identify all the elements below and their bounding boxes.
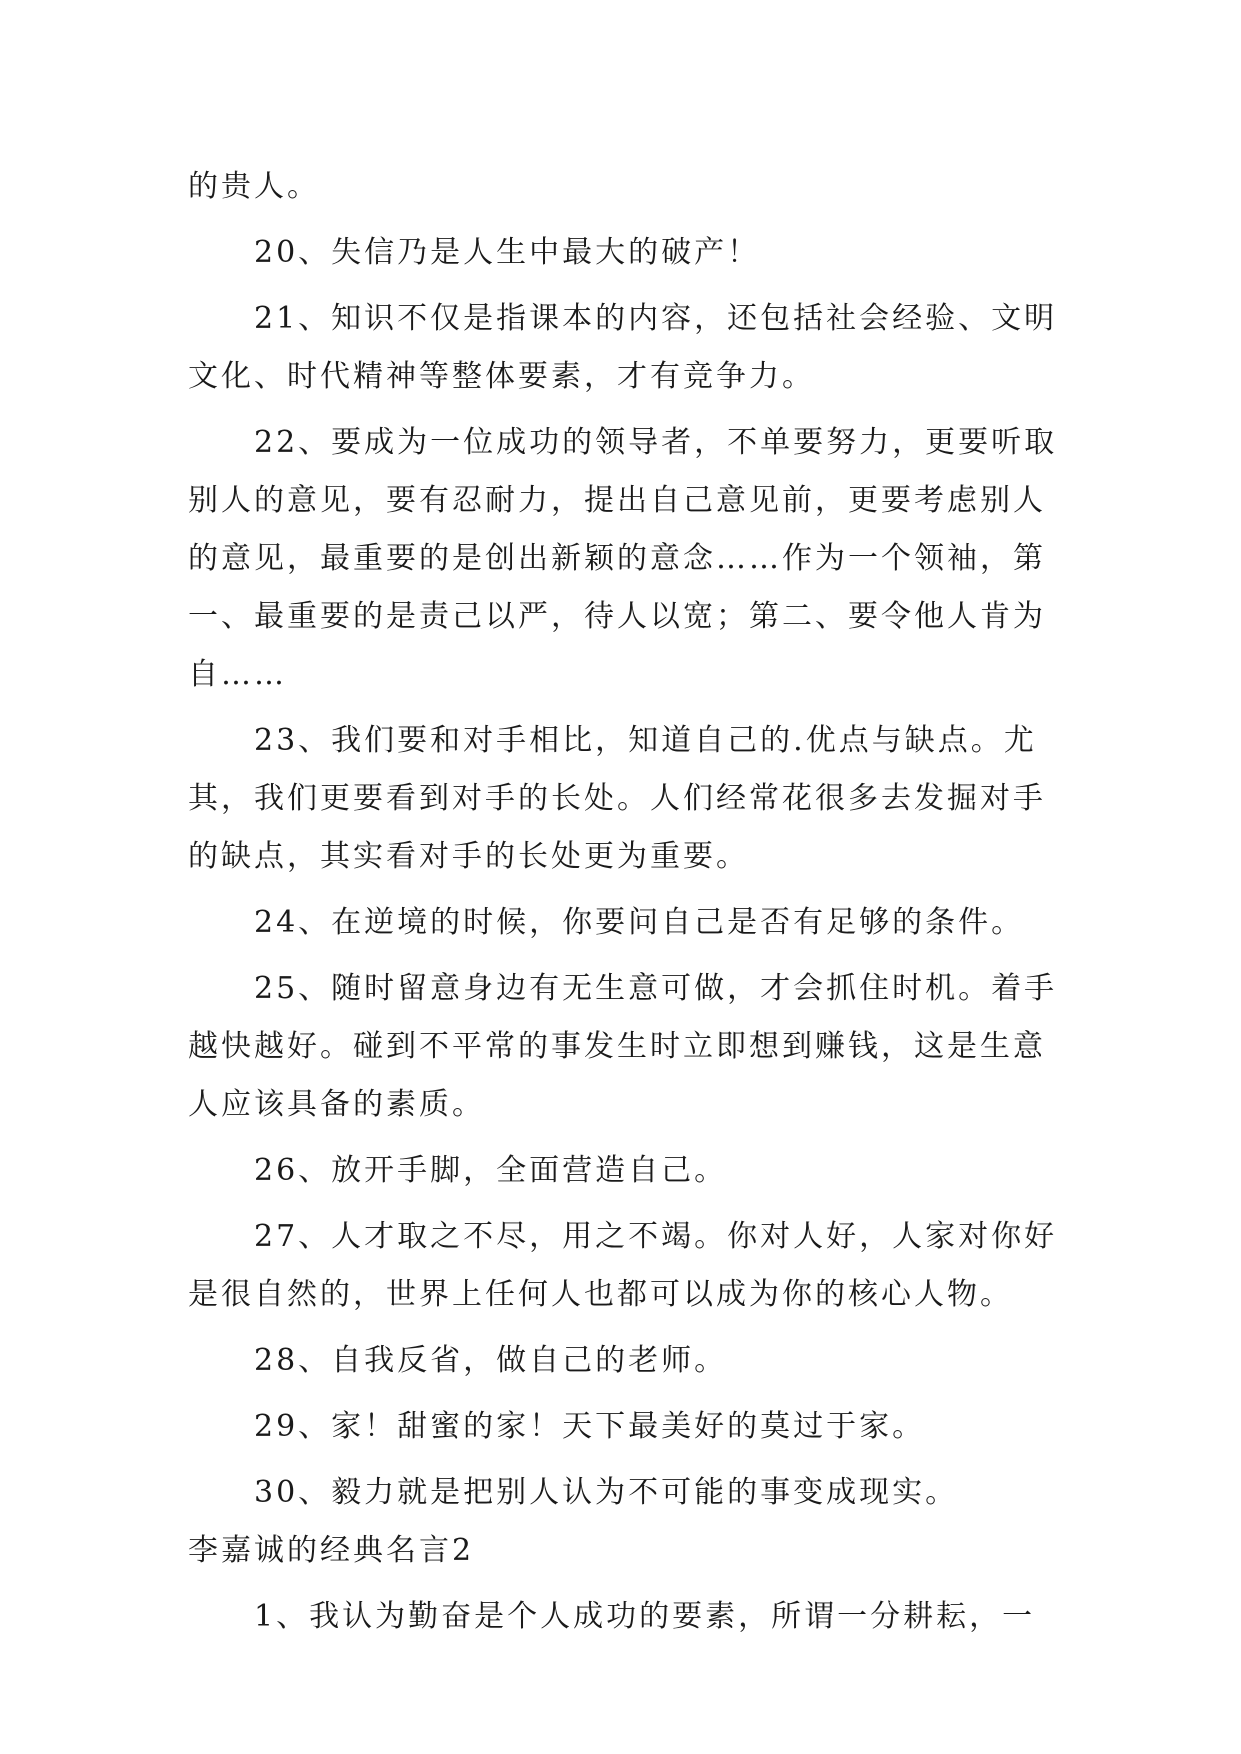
paragraph: 24、在逆境的时候，你要问自己是否有足够的条件。 (254, 905, 1025, 940)
paragraph: 23、我们要和对手相比，知道自己的.优点与缺点。尤其，我们更要看到对手的长处。人们经常花很多去发掘对手的缺点，其实看对手的长处更为重要。 (188, 723, 1046, 874)
paragraph: 26、放开手脚，全面营造自己。 (254, 1153, 728, 1188)
paragraph: 25、随时留意身边有无生意可做，才会抓住时机。着手越快越好。碰到不平常的事发生时立即想到赚钱，这是生意人应该具备的素质。 (188, 971, 1058, 1122)
paragraph: 27、人才取之不尽，用之不竭。你对人好，人家对你好是很自然的，世界上任何人也都可以成为你的核心人物。 (188, 1219, 1058, 1312)
paragraph: 29、家！甜蜜的家！天下最美好的莫过于家。 (254, 1409, 926, 1444)
paragraph: 28、自我反省，做自己的老师。 (254, 1343, 728, 1378)
paragraph: 22、要成为一位成功的领导者，不单要努力，更要听取别人的意见，要有忍耐力，提出自己意见前，更要考虑别人的意见，最重要的是创出新颖的意念……作为一个领袖，第一、最重要的是责己以严，待人以宽；第二、要令他人肯为自…… (188, 425, 1058, 692)
paragraph: 20、失信乃是人生中最大的破产！ (254, 235, 761, 270)
document-body (188, 158, 1060, 1646)
section-heading: 李嘉诚的经典名言2 (188, 1533, 475, 1568)
paragraph: 的贵人。 (188, 169, 320, 204)
paragraph: 30、毅力就是把别人认为不可能的事变成现实。 (254, 1475, 959, 1510)
paragraph: 1、我认为勤奋是个人成功的要素，所谓一分耕耘，一 (254, 1599, 1036, 1634)
paragraph: 21、知识不仅是指课本的内容，还包括社会经验、文明文化、时代精神等整体要素，才有竞争力。 (188, 301, 1058, 394)
